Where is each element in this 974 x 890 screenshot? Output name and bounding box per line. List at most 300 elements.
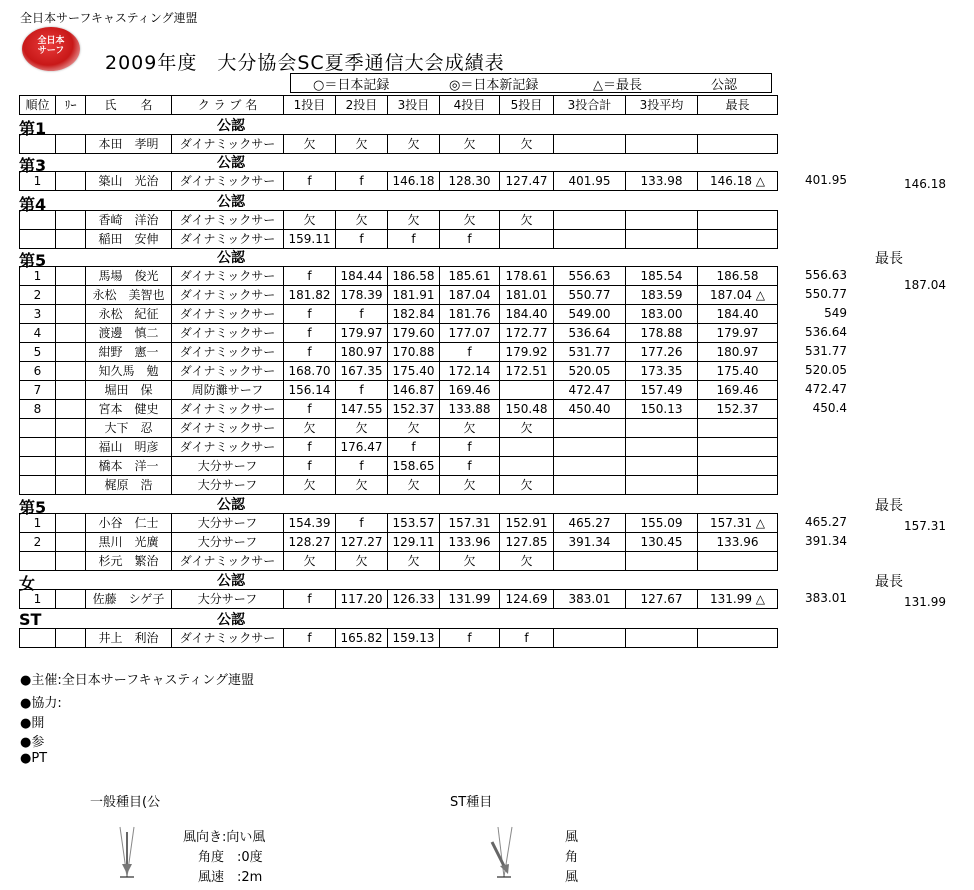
throw-4-cell: 欠 [440, 135, 500, 154]
footer-participants: ●参 [20, 735, 45, 750]
table-row [20, 286, 778, 305]
section-table [19, 210, 778, 249]
side-total: 549 [824, 306, 847, 320]
avg-cell: 130.45 [626, 533, 698, 552]
club-cell: ダイナミックサー [172, 629, 284, 648]
throw-1-cell: 156.14 [284, 381, 336, 400]
table-row [20, 381, 778, 400]
throw-4-cell: 133.88 [440, 400, 500, 419]
max-cell: 187.04 △ [698, 286, 778, 305]
throw-1-cell: f [284, 400, 336, 419]
ri-cell [56, 343, 86, 362]
club-cell: 大分サーフ [172, 533, 284, 552]
throw-1-cell: f [284, 305, 336, 324]
club-cell: ダイナミックサー [172, 286, 284, 305]
rank-cell: 8 [20, 400, 56, 419]
legend-record: ○＝日本記録 [313, 78, 390, 93]
throw-4-cell: 169.46 [440, 381, 500, 400]
rank-cell: 1 [20, 267, 56, 286]
avg-cell [626, 457, 698, 476]
name-cell: 井上 利治 [86, 629, 172, 648]
kounin-label: 公認 [217, 155, 245, 171]
club-cell: ダイナミックサー [172, 362, 284, 381]
throw-4-cell: 128.30 [440, 172, 500, 191]
club-cell: ダイナミックサー [172, 438, 284, 457]
footer-pt: ●PT [20, 751, 48, 766]
table-row [20, 629, 778, 648]
kounin-label: 公認 [217, 573, 245, 589]
club-cell: 大分サーフ [172, 476, 284, 495]
ri-cell [56, 476, 86, 495]
wind-angle: 角度 :0度 [198, 850, 263, 865]
side-total: 556.63 [805, 268, 847, 282]
footer-host: ●主催:全日本サーフキャスティング連盟 [20, 673, 254, 688]
legend-box [290, 73, 772, 93]
section-title: 第1 [19, 119, 47, 138]
throw-2-cell: f [336, 514, 388, 533]
throw-2-cell: 176.47 [336, 438, 388, 457]
st-wind-angle: 角 [565, 850, 579, 865]
avg-cell [626, 629, 698, 648]
section-table [19, 171, 778, 191]
max-cell [698, 476, 778, 495]
sum-cell [554, 438, 626, 457]
ri-cell [56, 267, 86, 286]
footer-coop: ●協力: [20, 696, 62, 711]
club-cell: 周防灘サーフ [172, 381, 284, 400]
throw-3-cell: 欠 [388, 135, 440, 154]
throw-4-cell: 欠 [440, 476, 500, 495]
side-total: 383.01 [805, 591, 847, 605]
throw-3-cell: 179.60 [388, 324, 440, 343]
rank-cell [20, 419, 56, 438]
avg-cell [626, 552, 698, 571]
max-cell: 157.31 △ [698, 514, 778, 533]
side-longest: 187.04 [904, 278, 946, 292]
avg-cell [626, 476, 698, 495]
throw-2-cell: 欠 [336, 211, 388, 230]
ri-cell [56, 514, 86, 533]
throw-5-cell [500, 438, 554, 457]
max-cell: 133.96 [698, 533, 778, 552]
throw-1-cell: f [284, 629, 336, 648]
throw-2-cell: f [336, 457, 388, 476]
ri-cell [56, 230, 86, 249]
club-cell: ダイナミックサー [172, 211, 284, 230]
federation-logo [22, 27, 80, 71]
sum-cell: 549.00 [554, 305, 626, 324]
ri-cell [56, 533, 86, 552]
ri-cell [56, 438, 86, 457]
throw-5-cell: 欠 [500, 419, 554, 438]
name-cell: 黒川 光廣 [86, 533, 172, 552]
throw-5-cell [500, 381, 554, 400]
max-cell [698, 629, 778, 648]
legend-longest: △＝最長 [593, 78, 642, 93]
throw-4-cell: 131.99 [440, 590, 500, 609]
table-row [20, 400, 778, 419]
avg-cell: 173.35 [626, 362, 698, 381]
throw-2-cell: 179.97 [336, 324, 388, 343]
max-cell [698, 552, 778, 571]
table-row [20, 362, 778, 381]
throw-1-cell: f [284, 324, 336, 343]
kounin-label: 公認 [217, 194, 245, 210]
name-cell: 知久馬 勉 [86, 362, 172, 381]
ri-cell [56, 135, 86, 154]
throw-1-cell: 168.70 [284, 362, 336, 381]
club-cell: ダイナミックサー [172, 419, 284, 438]
throw-1-cell: 159.11 [284, 230, 336, 249]
throw-3-cell: 146.87 [388, 381, 440, 400]
throw-5-cell: 欠 [500, 476, 554, 495]
throw-1-cell: f [284, 267, 336, 286]
avg-cell: 183.00 [626, 305, 698, 324]
general-event-label: 一般種目(公 [90, 795, 161, 810]
header-cell: 3投合計 [554, 96, 626, 115]
sum-cell [554, 230, 626, 249]
throw-5-cell: f [500, 629, 554, 648]
table-row [20, 267, 778, 286]
logo-line-2: サーフ [37, 46, 65, 56]
logo-line-1: 全日本 [37, 36, 65, 46]
rank-cell [20, 457, 56, 476]
throw-1-cell: 181.82 [284, 286, 336, 305]
header-cell: 3投目 [388, 96, 440, 115]
ri-cell [56, 552, 86, 571]
rank-cell: 1 [20, 172, 56, 191]
throw-1-cell: 欠 [284, 135, 336, 154]
rank-cell [20, 438, 56, 457]
sum-cell [554, 552, 626, 571]
throw-3-cell: 170.88 [388, 343, 440, 362]
avg-cell [626, 419, 698, 438]
side-longest: 146.18 [904, 177, 946, 191]
section-title: 第5 [19, 251, 47, 270]
sum-cell [554, 629, 626, 648]
side-total: 520.05 [805, 363, 847, 377]
ri-cell [56, 286, 86, 305]
section-table [19, 513, 778, 571]
name-cell: 宮本 健史 [86, 400, 172, 419]
club-cell: ダイナミックサー [172, 230, 284, 249]
side-total: 450.4 [812, 401, 847, 415]
club-cell: ダイナミックサー [172, 552, 284, 571]
page-title: 2009年度 大分協会SC夏季通信大会成績表 [105, 52, 505, 74]
sum-cell [554, 211, 626, 230]
st-event-label: ST種目 [450, 795, 493, 810]
section-title: 第5 [19, 498, 47, 517]
throw-4-cell: f [440, 343, 500, 362]
throw-4-cell: 欠 [440, 419, 500, 438]
throw-2-cell: 欠 [336, 552, 388, 571]
sum-cell [554, 419, 626, 438]
throw-5-cell: 欠 [500, 552, 554, 571]
legend-kounin: 公認 [711, 78, 738, 93]
sum-cell: 520.05 [554, 362, 626, 381]
rank-cell: 2 [20, 286, 56, 305]
throw-4-cell: f [440, 438, 500, 457]
section-table [19, 589, 778, 609]
table-row [20, 438, 778, 457]
side-total: 401.95 [805, 173, 847, 187]
max-cell: 180.97 [698, 343, 778, 362]
name-cell: 馬場 俊光 [86, 267, 172, 286]
side-total: 550.77 [805, 287, 847, 301]
club-cell: ダイナミックサー [172, 172, 284, 191]
throw-4-cell: 187.04 [440, 286, 500, 305]
rank-cell [20, 476, 56, 495]
throw-3-cell: 152.37 [388, 400, 440, 419]
sum-cell: 531.77 [554, 343, 626, 362]
throw-4-cell: 181.76 [440, 305, 500, 324]
throw-2-cell: 欠 [336, 419, 388, 438]
header-cell: ﾘｰ [56, 96, 86, 115]
ri-cell [56, 362, 86, 381]
sum-cell: 391.34 [554, 533, 626, 552]
longest-label: 最長 [875, 574, 903, 590]
throw-1-cell: f [284, 457, 336, 476]
table-row [20, 172, 778, 191]
name-cell: 築山 光治 [86, 172, 172, 191]
throw-3-cell: 175.40 [388, 362, 440, 381]
throw-3-cell: f [388, 438, 440, 457]
rank-cell: 6 [20, 362, 56, 381]
section-table [19, 266, 778, 495]
table-row [20, 211, 778, 230]
throw-3-cell: 182.84 [388, 305, 440, 324]
throw-5-cell: 127.47 [500, 172, 554, 191]
throw-3-cell: 159.13 [388, 629, 440, 648]
header-cell: 1投目 [284, 96, 336, 115]
throw-3-cell: 欠 [388, 476, 440, 495]
sum-cell: 383.01 [554, 590, 626, 609]
throw-1-cell: 欠 [284, 476, 336, 495]
throw-1-cell: 欠 [284, 419, 336, 438]
wind-arrow-icon [112, 822, 142, 882]
sum-cell: 472.47 [554, 381, 626, 400]
throw-1-cell: 128.27 [284, 533, 336, 552]
table-row [20, 552, 778, 571]
throw-2-cell: 117.20 [336, 590, 388, 609]
max-cell: 152.37 [698, 400, 778, 419]
section-title: 第3 [19, 156, 47, 175]
throw-5-cell: 124.69 [500, 590, 554, 609]
wind-arrow-st-icon [488, 822, 518, 882]
ri-cell [56, 381, 86, 400]
kounin-label: 公認 [217, 118, 245, 134]
avg-cell: 177.26 [626, 343, 698, 362]
footer-open: ●開 [20, 716, 45, 731]
sum-cell [554, 476, 626, 495]
throw-1-cell: 欠 [284, 552, 336, 571]
throw-5-cell: 172.51 [500, 362, 554, 381]
max-cell [698, 457, 778, 476]
table-row [20, 324, 778, 343]
throw-5-cell: 179.92 [500, 343, 554, 362]
max-cell [698, 211, 778, 230]
name-cell: 紺野 憲一 [86, 343, 172, 362]
throw-5-cell: 172.77 [500, 324, 554, 343]
max-cell: 169.46 [698, 381, 778, 400]
throw-3-cell: 158.65 [388, 457, 440, 476]
max-cell: 146.18 △ [698, 172, 778, 191]
sum-cell: 401.95 [554, 172, 626, 191]
header-cell: 3投平均 [626, 96, 698, 115]
rank-cell: 1 [20, 514, 56, 533]
name-cell: 杉元 繁治 [86, 552, 172, 571]
max-cell [698, 230, 778, 249]
section-title: ST [19, 610, 42, 629]
sum-cell: 536.64 [554, 324, 626, 343]
throw-2-cell: 147.55 [336, 400, 388, 419]
throw-2-cell: f [336, 230, 388, 249]
avg-cell: 157.49 [626, 381, 698, 400]
club-cell: ダイナミックサー [172, 135, 284, 154]
header-cell: 順位 [20, 96, 56, 115]
throw-2-cell: f [336, 381, 388, 400]
max-cell: 179.97 [698, 324, 778, 343]
throw-4-cell: f [440, 457, 500, 476]
table-row [20, 590, 778, 609]
avg-cell: 150.13 [626, 400, 698, 419]
ri-cell [56, 629, 86, 648]
throw-3-cell: 欠 [388, 211, 440, 230]
side-total: 536.64 [805, 325, 847, 339]
table-row [20, 230, 778, 249]
sum-cell [554, 135, 626, 154]
ri-cell [56, 419, 86, 438]
name-cell: 本田 孝明 [86, 135, 172, 154]
throw-2-cell: 184.44 [336, 267, 388, 286]
throw-3-cell: f [388, 230, 440, 249]
throw-4-cell: 172.14 [440, 362, 500, 381]
name-cell: 永松 美智也 [86, 286, 172, 305]
rank-cell: 7 [20, 381, 56, 400]
kounin-label: 公認 [217, 612, 245, 628]
longest-label: 最長 [875, 251, 903, 267]
throw-4-cell: 185.61 [440, 267, 500, 286]
rank-cell: 2 [20, 533, 56, 552]
max-cell [698, 438, 778, 457]
throw-4-cell: 133.96 [440, 533, 500, 552]
avg-cell: 133.98 [626, 172, 698, 191]
throw-1-cell: f [284, 343, 336, 362]
legend-new-record: ◎＝日本新記録 [449, 78, 539, 93]
throw-2-cell: 178.39 [336, 286, 388, 305]
name-cell: 福山 明彦 [86, 438, 172, 457]
rank-cell [20, 629, 56, 648]
side-total: 472.47 [805, 382, 847, 396]
kounin-label: 公認 [217, 497, 245, 513]
throw-5-cell [500, 230, 554, 249]
name-cell: 稲田 安伸 [86, 230, 172, 249]
st-wind-direction: 風 [565, 830, 579, 845]
club-cell: 大分サーフ [172, 590, 284, 609]
max-cell [698, 419, 778, 438]
table-row [20, 305, 778, 324]
throw-3-cell: 欠 [388, 552, 440, 571]
club-cell: ダイナミックサー [172, 343, 284, 362]
throw-4-cell: 177.07 [440, 324, 500, 343]
ri-cell [56, 211, 86, 230]
sum-cell: 556.63 [554, 267, 626, 286]
throw-2-cell: f [336, 172, 388, 191]
throw-2-cell: 欠 [336, 476, 388, 495]
throw-1-cell: 154.39 [284, 514, 336, 533]
longest-label: 最長 [875, 498, 903, 514]
table-row [20, 476, 778, 495]
throw-5-cell [500, 457, 554, 476]
table-row [20, 457, 778, 476]
wind-speed: 風速 :2m [198, 870, 263, 885]
sum-cell: 450.40 [554, 400, 626, 419]
avg-cell [626, 438, 698, 457]
rank-cell: 3 [20, 305, 56, 324]
rank-cell: 1 [20, 590, 56, 609]
rank-cell [20, 230, 56, 249]
club-cell: ダイナミックサー [172, 324, 284, 343]
header-cell: 5投目 [500, 96, 554, 115]
name-cell: 佐藤 シゲ子 [86, 590, 172, 609]
throw-5-cell: 欠 [500, 135, 554, 154]
header-cell: 2投目 [336, 96, 388, 115]
club-cell: ダイナミックサー [172, 267, 284, 286]
name-cell: 梶原 浩 [86, 476, 172, 495]
throw-1-cell: f [284, 172, 336, 191]
throw-4-cell: 欠 [440, 211, 500, 230]
avg-cell: 185.54 [626, 267, 698, 286]
throw-5-cell: 150.48 [500, 400, 554, 419]
throw-2-cell: f [336, 305, 388, 324]
wind-direction: 風向き:向い風 [183, 830, 266, 845]
side-longest: 131.99 [904, 595, 946, 609]
club-cell: ダイナミックサー [172, 305, 284, 324]
throw-1-cell: f [284, 590, 336, 609]
throw-5-cell: 欠 [500, 211, 554, 230]
side-longest: 157.31 [904, 519, 946, 533]
header-cell: ク ラ ブ 名 [172, 96, 284, 115]
avg-cell [626, 211, 698, 230]
name-cell: 小谷 仁士 [86, 514, 172, 533]
throw-5-cell: 152.91 [500, 514, 554, 533]
avg-cell [626, 230, 698, 249]
throw-1-cell: f [284, 438, 336, 457]
ri-cell [56, 305, 86, 324]
table-row [20, 514, 778, 533]
throw-3-cell: 153.57 [388, 514, 440, 533]
name-cell: 堀田 保 [86, 381, 172, 400]
sum-cell: 550.77 [554, 286, 626, 305]
name-cell: 渡邊 慎二 [86, 324, 172, 343]
throw-3-cell: 129.11 [388, 533, 440, 552]
avg-cell: 183.59 [626, 286, 698, 305]
throw-5-cell: 127.85 [500, 533, 554, 552]
section-title: 女 [19, 574, 36, 593]
results-header [19, 95, 778, 115]
throw-3-cell: 181.91 [388, 286, 440, 305]
throw-4-cell: f [440, 629, 500, 648]
name-cell: 橋本 洋一 [86, 457, 172, 476]
rank-cell: 5 [20, 343, 56, 362]
throw-5-cell: 178.61 [500, 267, 554, 286]
section-title: 第4 [19, 195, 47, 214]
throw-2-cell: 165.82 [336, 629, 388, 648]
max-cell: 184.40 [698, 305, 778, 324]
table-row [20, 343, 778, 362]
rank-cell [20, 552, 56, 571]
max-cell: 175.40 [698, 362, 778, 381]
